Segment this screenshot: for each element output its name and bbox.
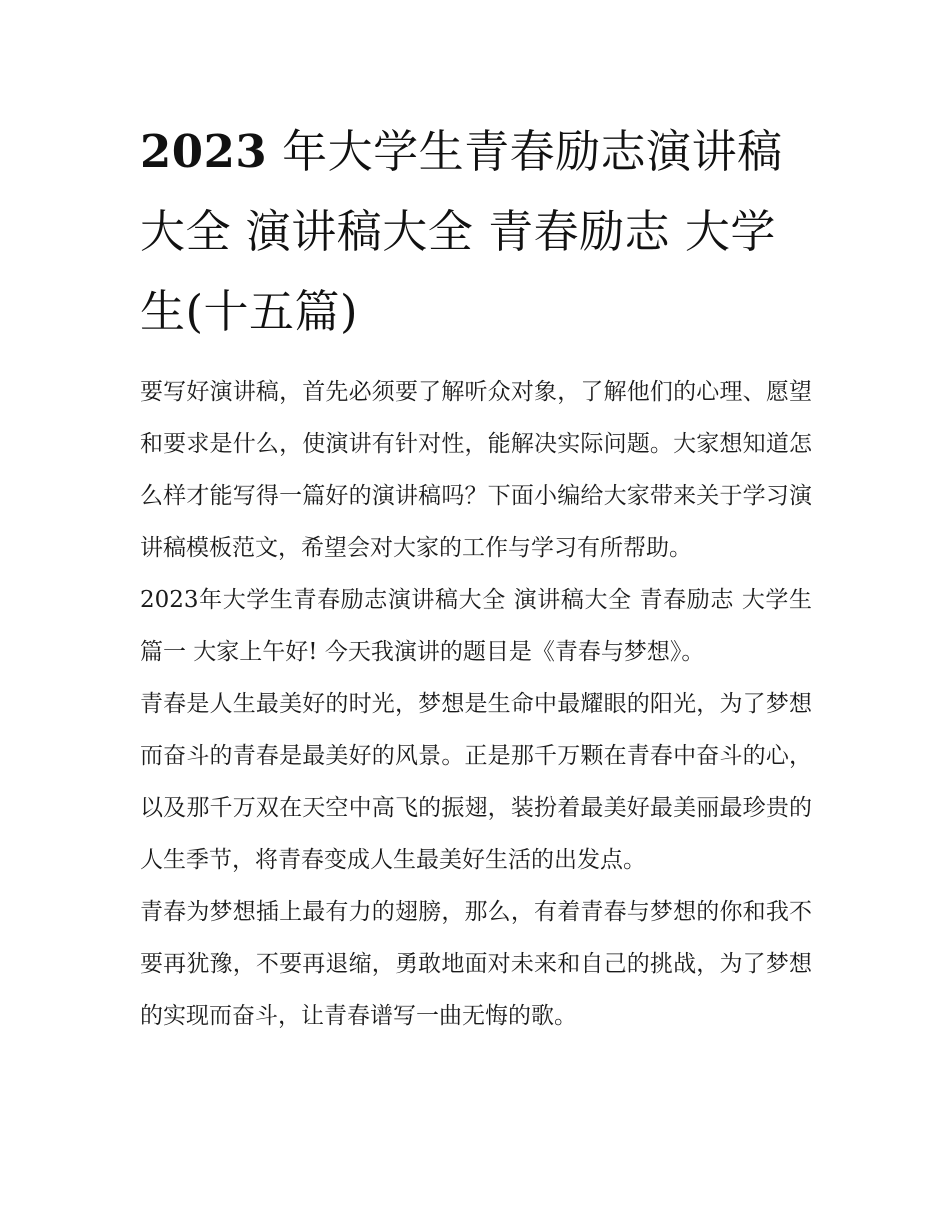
paragraph-youth-wings: 青春为梦想插上最有力的翅膀，那么，有着青春与梦想的你和我不要再犹豫，不要再退缩，勇敢地面对未来和自己的挑战，为了梦想的实现而奋斗，让青春谱写一曲无悔的歌。	[140, 899, 812, 1029]
paragraph-intro: 要写好演讲稿，首先必须要了解听众对象，了解他们的心理、愿望和要求是什么，使演讲有针对性，能解决实际问题。大家想知道怎么样才能写得一篇好的演讲稿吗？下面小编给大家带来关于学习演讲稿模板范文，希望会对大家的工作与学习有所帮助。	[140, 379, 812, 561]
paragraph-youth-dream: 青春是人生最美好的时光，梦想是生命中最耀眼的阳光，为了梦想而奋斗的青春是最美好的风景。正是那千万颗在青春中奋斗的心，以及那千万双在天空中高飞的振翅，装扮着最美好最美丽最珍贵的人生季节，将青春变成人生最美好生活的出发点。	[140, 691, 812, 873]
document-title	[140, 112, 812, 352]
paragraph-section-heading: 2023年大学生青春励志演讲稿大全 演讲稿大全 青春励志 大学生篇一 大家上午好! 今天我演讲的题目是《青春与梦想》。	[140, 587, 812, 665]
title-year: 2023	[140, 125, 268, 178]
title-text: 年大学生青春励志演讲稿大全 演讲稿大全 青春励志 大学生(十五篇)	[140, 125, 783, 338]
document-content	[140, 112, 812, 1042]
